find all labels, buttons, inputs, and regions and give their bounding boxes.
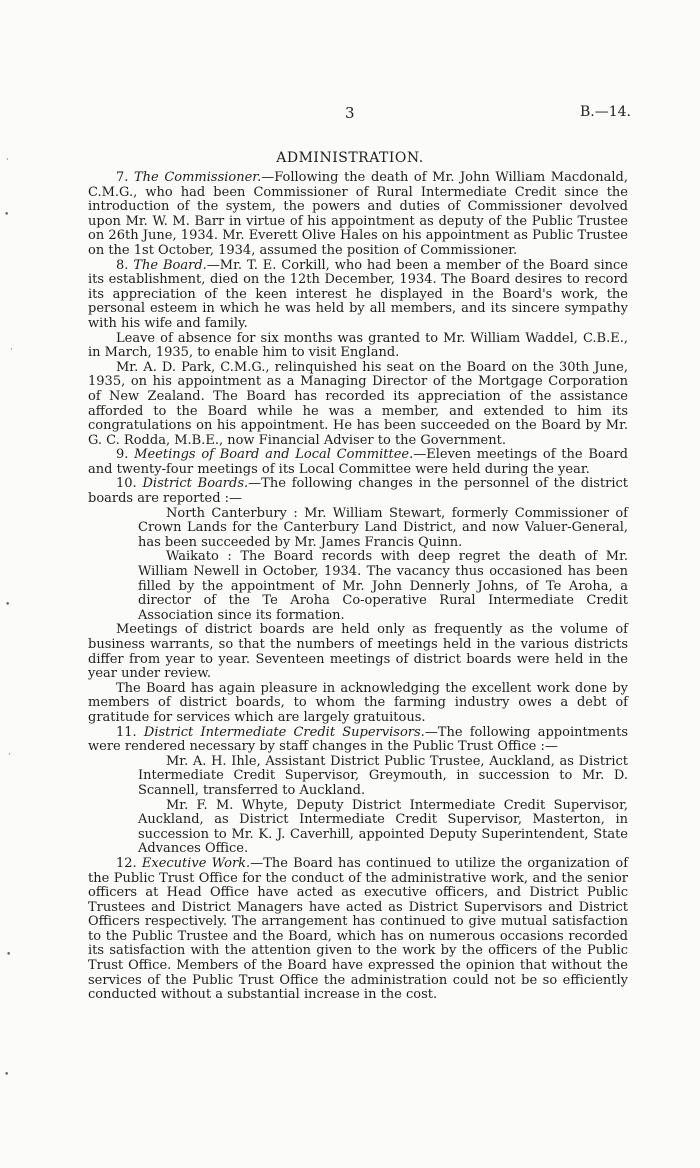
paragraph — [88, 682, 628, 726]
document-reference: B.—14. — [580, 104, 632, 120]
paragraph-text: North Canterbury : Mr. William Stewart, formerly Commissioner of Crown Lands for the Canterbury Land District, and now Valuer-General, has been succeeded by Mr. James Francis Quinn. — [138, 505, 628, 550]
paragraph — [88, 259, 628, 332]
paragraph — [138, 507, 628, 551]
paragraph — [88, 332, 628, 361]
paragraph-text: —Mr. T. E. Corkill, who had been a member of the Board since its establishment, died on the 12th December, 1934. The Board desires to record its appreciation of the keen interest he displayed in the Board's work, the personal esteem in which he was held by all members, and its sincere sympathy with his wife and family. — [88, 257, 628, 331]
paragraph-text: Leave of absence for six months was granted to Mr. William Waddel, C.B.E., in March, 1935, to enable him to visit England. — [88, 330, 628, 361]
paragraph-number: 7. — [116, 170, 134, 185]
paragraph-text: —The following changes in the personnel of the district boards are reported :— — [88, 476, 628, 507]
paragraph-heading: The Commissioner. — [134, 170, 262, 185]
paragraph-heading: The Board. — [133, 257, 207, 273]
paragraph — [88, 171, 628, 259]
paragraph-text: Mr. A. D. Park, C.M.G., relinquished his seat on the Board on the 30th June, 1935, on his appointment as a Managing Director of the Mortgage Corporation of New Zealand. The Board has recorded its appreciation of the assistance afforded to the Board while he was a member, and extended to him its congratulations on his appointment. He has been succeeded on the Board by Mr. G. C. Rodda, M.B.E., now Financial Adviser to the Government. — [88, 359, 628, 448]
paragraph-text: Waikato : The Board records with deep regret the death of Mr. William Newell in October, 1934. The vacancy thus occasioned has been filled by the appointment of Mr. John Dennerly Johns, of Te Aroha, a director of the Te Aroha Co-operative Rural Intermediate Credit Association since its formation. — [138, 549, 628, 623]
paragraph — [88, 477, 628, 506]
paragraph-text: —The Board has continued to utilize the organization of the Public Trust Office for the conduct of the administrative work, and the senior officers at Head Office have acted as executive officers, and District Public Trustees and District Managers have acted as District Supervisors and District Officers respectively. The arrangement has continued to give mutual satisfaction to the Public Trustee and the Board, which has on numerous occasions recorded its satisfaction with the attention given to the work by the officers of the Public Trust Office. Members of the Board have expressed the opinion that without the services of the Public Trust Office the administration could not be so efficiently conducted without a substantial increase in the cost. — [88, 855, 629, 1003]
paragraph — [138, 755, 628, 799]
paragraph — [88, 726, 628, 755]
paragraph-heading: Executive Work. — [141, 855, 251, 871]
body-text — [88, 171, 628, 1003]
paragraph-text: The Board has again pleasure in acknowledging the excellent work done by members of district boards, to whom the farming industry owes a debt of gratitude for services which are largely gratuitous. — [88, 680, 628, 725]
paragraph — [88, 361, 628, 449]
paragraph — [88, 623, 628, 681]
paragraph — [138, 799, 628, 857]
page-number: 3 — [345, 104, 355, 122]
paragraph-text: Mr. F. M. Whyte, Deputy District Intermediate Credit Supervisor, Auckland, as District Intermediate Credit Supervisor, Masterton, in succession to Mr. K. J. Caverhill, appointed Deputy Superintendent, State Advances Office. — [138, 797, 628, 857]
paragraph-number: 8. — [116, 257, 134, 273]
paragraph-number: 12. — [116, 855, 142, 871]
paragraph-text: —Following the death of Mr. John William Macdonald, C.M.G., who had been Commissioner of Rural Intermediate Credit since the introduction of the system, the powers and duties of Commissioner devolved upon Mr. W. M. Barr in virtue of his appointment as deputy of the Public Trustee on 26th June, 1934. Mr. Everett Olive Hales on his appointment as Public Trustee on the 1st October, 1934, assumed the position of Commissioner. — [88, 170, 628, 258]
paragraph-number: 9. — [116, 447, 135, 463]
paragraph-number: 10. — [116, 476, 143, 492]
section-heading: ADMINISTRATION. — [276, 150, 424, 166]
paragraph-text: Mr. A. H. Ihle, Assistant District Public Trustee, Auckland, as District Intermediate Credit Supervisor, Greymouth, in succession to Mr. D. Scannell, transferred to Auckland. — [138, 753, 628, 798]
paragraph-heading: Meetings of Board and Local Committee. — [134, 447, 414, 463]
paragraph-heading: District Intermediate Credit Supervisors. — [143, 724, 425, 740]
paragraph — [138, 550, 628, 623]
paragraph-heading: District Boards. — [142, 476, 249, 492]
paragraph-text: —Eleven meetings of the Board and twenty-four meetings of its Local Committee were held during the year. — [88, 447, 628, 477]
paragraph-text: Meetings of district boards are held only as frequently as the volume of business warrants, so that the numbers of meetings held in the various districts differ from year to year. Seventeen meetings of district boards were held in the year under review. — [88, 622, 628, 682]
paragraph — [88, 857, 628, 1003]
paragraph — [88, 448, 628, 477]
paragraph-text: —The following appointments were rendered necessary by staff changes in the Public Trust Office :— — [88, 724, 628, 755]
paragraph-number: 11. — [116, 724, 144, 740]
